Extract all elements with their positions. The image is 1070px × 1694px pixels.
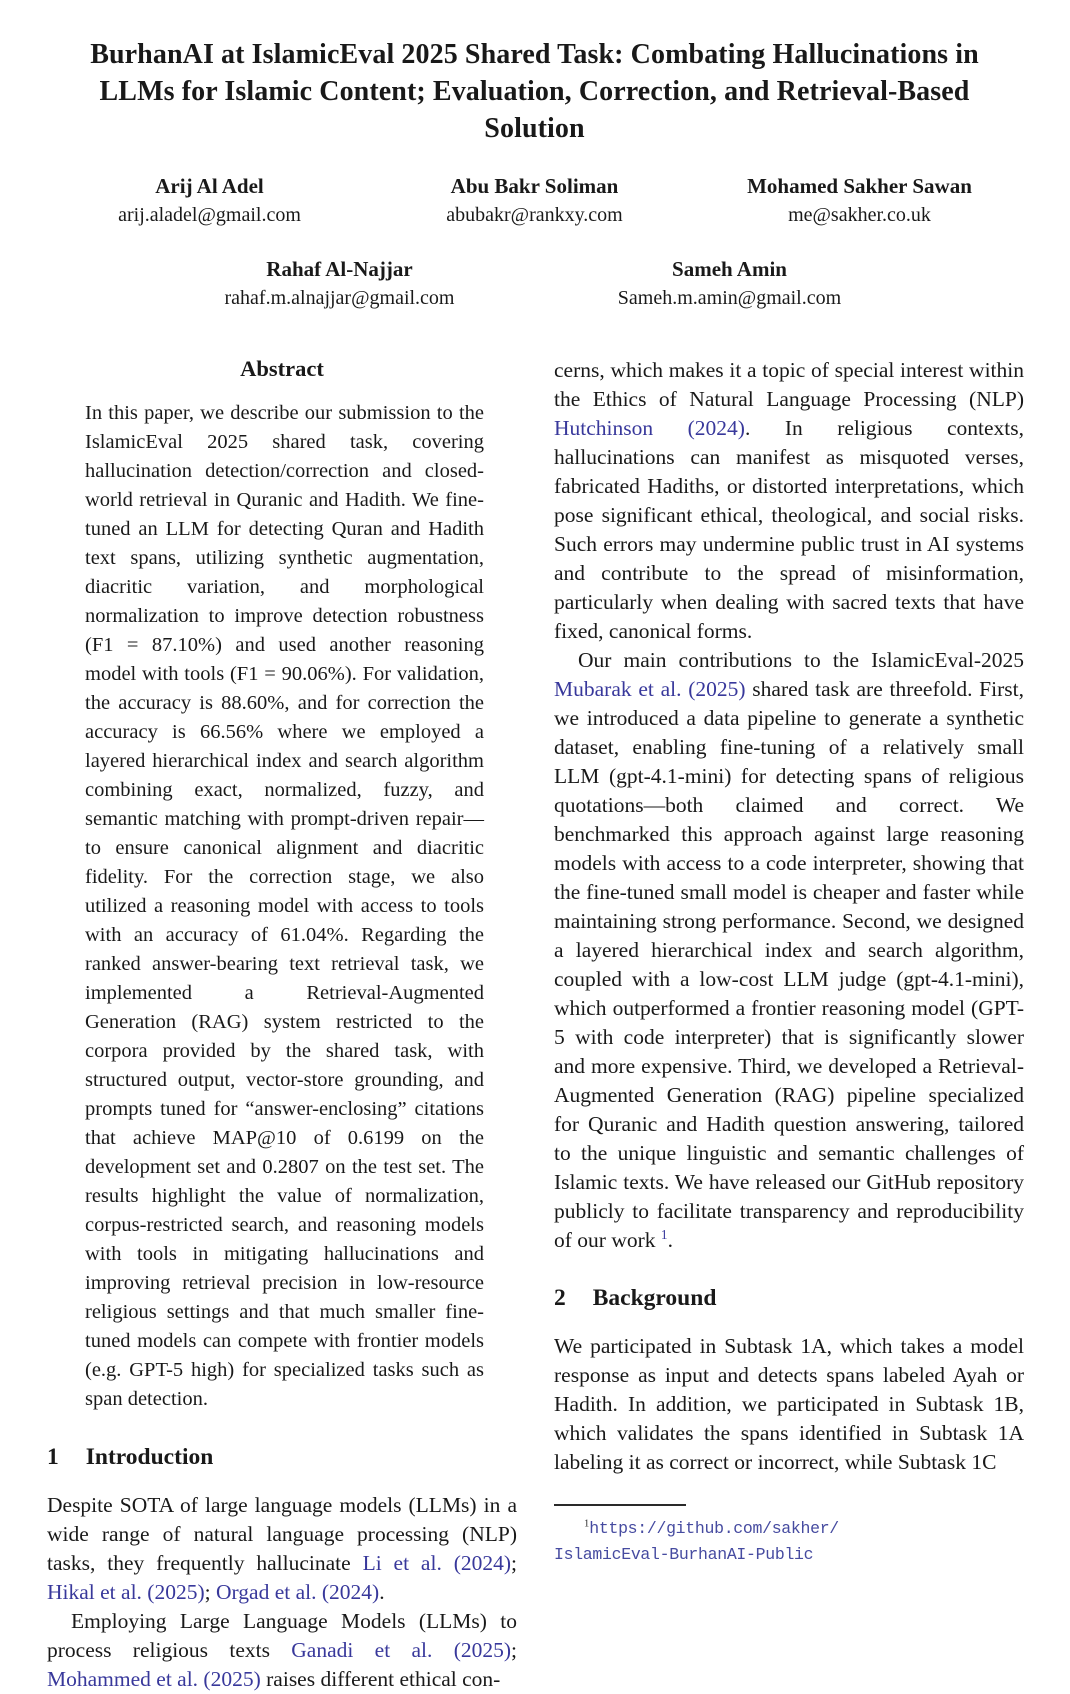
author-name: Sameh Amin (672, 256, 787, 281)
citation-link[interactable]: Mubarak et al. (2025) (554, 676, 746, 701)
section-title: Introduction (85, 1443, 214, 1470)
section-heading-background (554, 1285, 1024, 1312)
footnote-url-link[interactable]: https://github.com/sakher/ (589, 1518, 839, 1538)
authors-row-2 (47, 257, 1022, 310)
author-email: me@sakher.co.uk (788, 203, 931, 226)
author-name: Abu Bakr Soliman (450, 173, 619, 198)
author-email: rahaf.m.alnajjar@gmail.com (224, 286, 455, 309)
citation-link[interactable]: Ganadi et al. (2025) (291, 1637, 512, 1662)
footnote-rule (554, 1504, 686, 1506)
citation-link[interactable]: Hikal et al. (2025) (47, 1579, 205, 1604)
contributions-paragraph (554, 646, 1024, 1255)
text-run: Employing Large Language Models (LLMs) to process religious texts (47, 1608, 517, 1662)
authors-row-1 (47, 174, 1022, 227)
section-number: 1 (47, 1443, 59, 1470)
text-run: . In religious contexts, hallucinations can manifest as misquoted verses, fabricated Hadiths, or distorted interpretations, which pose significant ethical, theological, and social risks. Such errors may undermine public trust in AI systems and contribute to the spread of misinformation, particularly when dealing with sacred texts that have fixed, canonical forms. (554, 415, 1024, 643)
author-block (535, 257, 925, 310)
intro-paragraph-2 (47, 1607, 517, 1694)
two-column-body (47, 355, 1024, 1691)
continued-paragraph (554, 356, 1024, 646)
intro-paragraph-1 (47, 1491, 517, 1607)
footnote-url-link[interactable]: IslamicEval-BurhanAI-Public (554, 1545, 814, 1565)
text-run: Our main contributions to the IslamicEval-2025 (578, 647, 1024, 672)
footnote-ref-superscript[interactable]: 1 (660, 1226, 668, 1242)
author-block (47, 174, 372, 227)
text-run: shared task are threefold. First, we introduced a data pipeline to generate a synthetic dataset, enabling fine-tuning of a relatively small LLM (gpt-4.1-mini) for detecting spans of religious quotations—both claimed and correct. We benchmarked this approach against large reasoning models with access to a code interpreter, showing that the fine-tuned small model is cheaper and faster while maintaining strong performance. Second, we designed a layered hierarchical index and search algorithm, coupled with a low-cost LLM judge (gpt-4.1-mini), which outperformed a frontier reasoning model (GPT-5 with code interpreter) that is significantly slower and more expensive. Third, we developed a Retrieval-Augmented Generation (RAG) pipeline specialized for Quranic and Hadith question answering, tailored to the unique linguistic and semantic challenges of Islamic texts. We have released our GitHub repository publicly to facilitate transparency and reproducibility of our work (554, 676, 1024, 1252)
text-run: cerns, which makes it a topic of special interest within the Ethics of Natural Language Processing (NLP) (554, 357, 1024, 411)
author-block (145, 257, 535, 310)
citation-link[interactable]: Li et al. (2024) (362, 1550, 512, 1575)
right-column (554, 356, 1024, 1572)
citation-link[interactable]: Mohammed et al. (2025) (47, 1666, 261, 1691)
text-run: Despite SOTA of large language models (LLMs) in a wide range of natural language processing (NLP) tasks, they frequently hallucinate (47, 1492, 517, 1575)
background-paragraph (554, 1332, 1024, 1477)
citation-link[interactable]: Hutchinson (2024) (554, 415, 745, 440)
text-run: . (667, 1227, 673, 1252)
section-heading-introduction (47, 1444, 517, 1471)
left-column (47, 355, 517, 1691)
author-block (372, 174, 697, 227)
page-title: BurhanAI at IslamicEval 2025 Shared Task: Combating Hallucinations in LLMs for Islamic Content; Evaluation, Correction, and Retrieval-Based Solution (90, 39, 979, 145)
footnote-marker: 1 (584, 1517, 590, 1529)
footnote-block (554, 1504, 1024, 1572)
text-run: ; (511, 1637, 517, 1662)
section-title: Background (592, 1284, 717, 1311)
section-number: 2 (554, 1284, 566, 1311)
text-run: . (379, 1579, 385, 1604)
author-name: Mohamed Sakher Sawan (747, 173, 972, 198)
footnote (554, 1515, 1024, 1568)
abstract-heading: Abstract (240, 355, 324, 381)
author-email: arij.aladel@gmail.com (118, 203, 301, 226)
author-email: Sameh.m.amin@gmail.com (617, 286, 842, 309)
text-run: raises different ethical con- (260, 1666, 501, 1691)
text-run: We participated in Subtask 1A, which takes a model response as input and detects spans labeled Ayah or Hadith. In addition, we participated in Subtask 1B, which validates the spans identified in Subtask 1A labeling it as correct or incorrect, while Subtask 1C (554, 1333, 1024, 1474)
author-name: Rahaf Al-Najjar (266, 256, 413, 281)
author-email: abubakr@rankxy.com (446, 203, 623, 226)
text-run: ; (204, 1579, 216, 1604)
citation-link[interactable]: Orgad et al. (2024) (215, 1579, 380, 1604)
abstract-text: In this paper, we describe our submission to the IslamicEval 2025 shared task, covering hallucination detection/correction and closed-world retrieval in Quranic and Hadith. We fine-tuned an LLM for detecting Quran and Hadith text spans, utilizing synthetic augmentation, diacritic variation, and morphological normalization to improve detection robustness (F1 = 87.10%) and used another reasoning model with tools (F1 = 90.06%). For validation, the accuracy is 88.60%, and for correction the accuracy is 66.56% where we employed a layered hierarchical index and search algorithm combining exact, normalized, fuzzy, and semantic matching with prompt-driven repair—to ensure canonical alignment and diacritic fidelity. For the correction stage, we also utilized a reasoning model with access to tools with an accuracy of 61.04%. Regarding the ranked answer-bearing text retrieval task, we implemented a Retrieval-Augmented Generation (RAG) system restricted to the corpora provided by the shared task, with structured output, vector-store grounding, and prompts tuned for “answer-enclosing” citations that achieve MAP@10 of 0.6199 on the development set and 0.2807 on the test set. The results highlight the value of normalization, corpus-restricted search, and reasoning models with tools in mitigating hallucinations and improving retrieval precision in low-resource religious settings and that much smaller fine-tuned models can compete with frontier models (e.g. GPT-5 high) for specialized tasks such as span detection. (85, 401, 484, 1410)
text-run: ; (511, 1550, 517, 1575)
author-name: Arij Al Adel (155, 173, 264, 198)
author-block (697, 174, 1022, 227)
